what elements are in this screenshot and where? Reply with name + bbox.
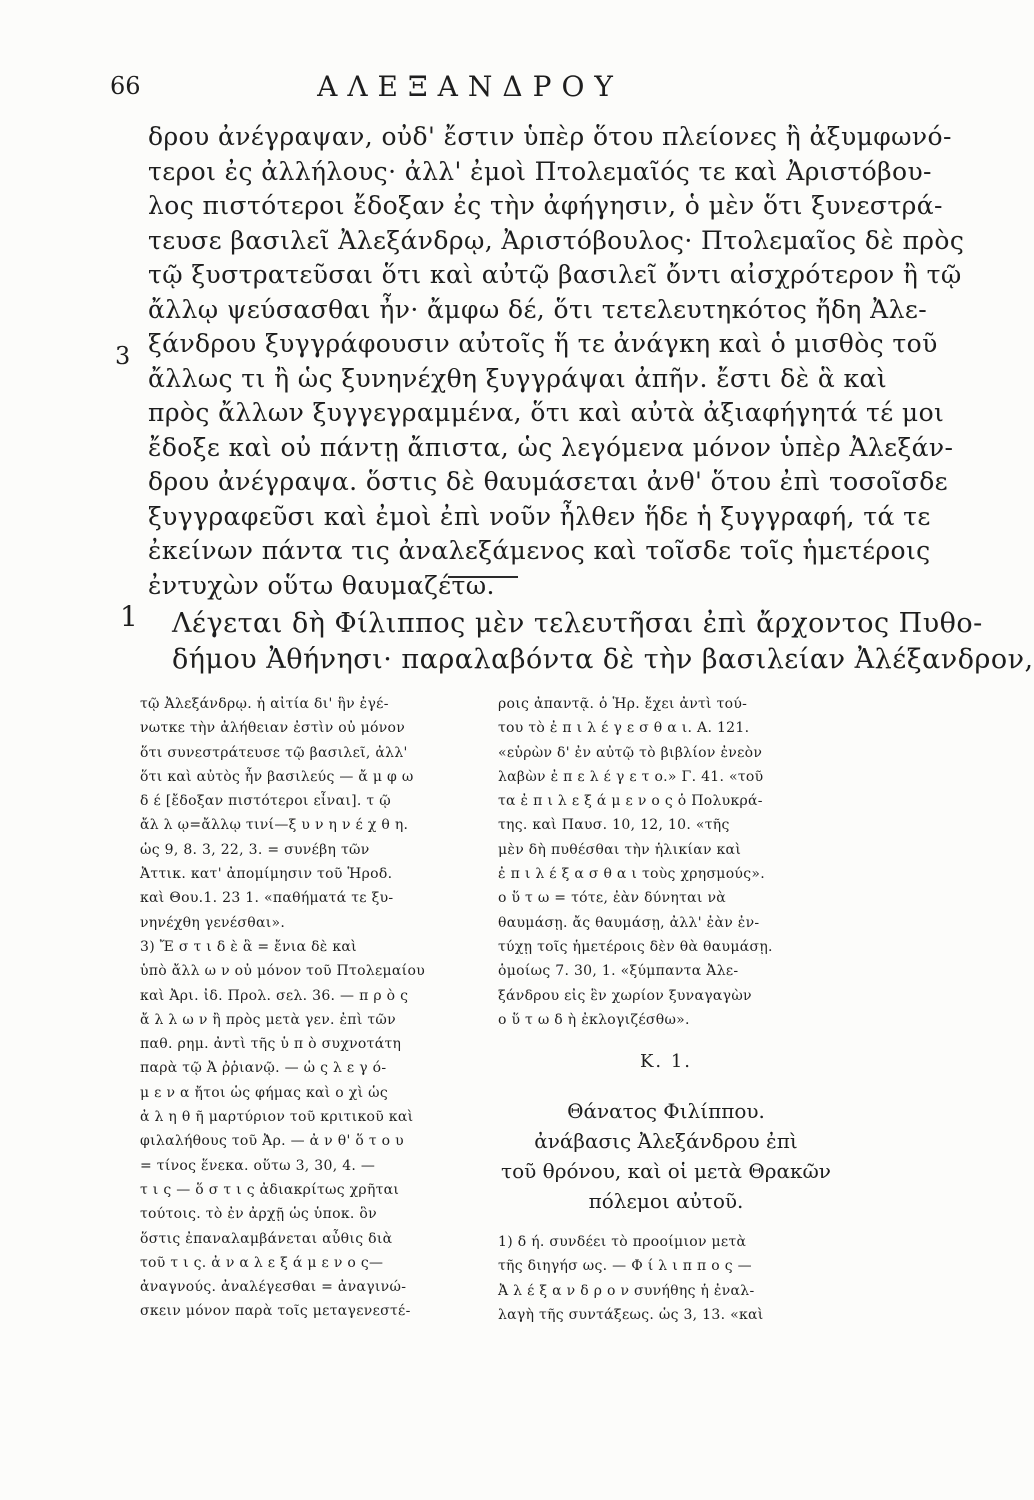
note-line: σκειν μόνον παρὰ τοῖς μεταγενεστέ- xyxy=(140,1303,411,1320)
note-line: = τίνος ἕνεκα. οὕτω 3, 30, 4. — xyxy=(140,1157,376,1174)
note-line: 1) δ ή. συνδέει τὸ προοίμιον μετὰ xyxy=(498,1234,747,1251)
chapter-label: Κ. 1. xyxy=(639,1051,693,1073)
text-line: ἄλλως τι ἢ ὡς ξυνηνέχθη ξυγγράψαι ἀπῆν. ἔστι δὲ ἃ καὶ xyxy=(148,363,888,393)
note-line: ὑπὸ ἄλλ ω ν οὐ μόνον τοῦ Πτολεμαίου xyxy=(140,963,426,980)
note-line: παρὰ τῷ Ἀ ῤῥιανῷ. — ὡ ς λ ε γ ό- xyxy=(140,1060,387,1077)
note-line: «εὑρὼν δ' ἐν αὐτῷ τὸ βιβλίον ἐνεὸν xyxy=(498,744,763,761)
note-line: ο ὕ τ ω = τότε, ἐὰν δύνηται νὰ xyxy=(498,890,727,907)
chapter-opening-text xyxy=(172,606,1034,678)
text-line: δήμου Ἀθήνησι· παραλαβόντα δὲ τὴν βασιλείαν Ἀλέξανδρον, xyxy=(172,644,1034,675)
text-line: δρου ἀνέγραψαν, οὐδ' ἔστιν ὑπὲρ ὅτου πλείονες ἢ ἀξυμφωνό- xyxy=(148,122,952,151)
text-line: δρου ἀνέγραψα. ὅστις δὲ θαυμάσεται ἀνθ' ὅτου ἐπὶ τοσοῖσδε xyxy=(148,467,949,496)
text-line: τῷ ξυστρατεῦσαι ὅτι καὶ αὐτῷ βασιλεῖ ὄντι αἰσχρότερον ἢ τῷ xyxy=(148,260,962,289)
note-line: ἀ λ η θ ῆ μαρτύριον τοῦ κριτικοῦ καὶ xyxy=(140,1109,414,1126)
note-line: καὶ Ἀρι. ἰδ. Προλ. σελ. 36. — π ρ ὸ ς xyxy=(140,987,409,1004)
text-line: ἔδοξε καὶ οὐ πάντῃ ἄπιστα, ὡς λεγόμενα μόνον ὑπὲρ Ἀλεξάν- xyxy=(148,432,954,462)
note-line: μὲν δὴ πυθέσθαι τὴν ἡλικίαν καὶ xyxy=(498,841,742,858)
page-number: 66 xyxy=(110,72,141,100)
note-line: τούτοις. τὸ ἐν ἀρχῇ ὡς ὑποκ. ὃν xyxy=(140,1206,377,1223)
text-line: ξυγγραφεῦσι καὶ ἐμοὶ ἐπὶ νοῦν ἦλθεν ἥδε ἡ ξυγγραφή, τά τε xyxy=(148,501,931,531)
note-line: μ ε ν α ἤτοι ὡς φήμας καὶ ο χὶ ὡς xyxy=(140,1084,388,1101)
running-title: ΑΛΕΞΑΝΔΡΟΥ xyxy=(317,70,623,103)
notes-right-lower xyxy=(498,1230,834,1327)
note-line: λαγὴ τῆς συντάξεως. ὡς 3, 13. «καὶ xyxy=(498,1307,764,1324)
note-line: παθ. ρημ. ἀντὶ τῆς ὑ π ὸ συχνοτάτη xyxy=(140,1036,402,1053)
note-line: ὅτι καὶ αὐτὸς ἦν βασιλεύς — ἄ μ φ ω xyxy=(140,768,414,785)
note-line: ροις ἀπαντᾷ. ὁ Ἡρ. ἔχει ἀντὶ τού- xyxy=(498,696,748,712)
chapter-title-line: τοῦ θρόνου, καὶ οἱ μετὰ Θρακῶν xyxy=(501,1159,831,1184)
note-line: ἀναγνούς. ἀναλέγεσθαι = ἀναγινώ- xyxy=(140,1279,407,1296)
notes-left-column xyxy=(140,692,468,1324)
text-line: τεροι ἐς ἀλλήλους· ἀλλ' ἐμοὶ Πτολεμαῖός τε καὶ Ἀριστόβου- xyxy=(148,156,932,186)
note-line: καὶ Θου.1. 23 1. «παθήματά τε ξυ- xyxy=(140,890,394,907)
note-line: νηνέχθη γενέσθαι». xyxy=(140,914,286,931)
text-line: ἐκείνων πάντα τις ἀναλεξάμενος καὶ τοῖσδε τοῖς ἡμετέροις xyxy=(148,536,931,565)
text-line: ἐντυχὼν οὕτω θαυμαζέτω. xyxy=(148,570,495,600)
chapter-title-line: ἀνάβασις Ἀλεξάνδρου ἐπὶ xyxy=(534,1129,798,1154)
note-line: ἄ λ λ ω ν ἢ πρὸς μετὰ γεν. ἐπὶ τῶν xyxy=(140,1011,396,1028)
note-line: ὅτι συνεστράτευσε τῷ βασιλεῖ, ἀλλ' xyxy=(140,744,408,761)
note-line: θαυμάσῃ. ἄς θαυμάσῃ, ἀλλ' ἐὰν ἐν- xyxy=(498,914,760,931)
note-line: ὁμοίως 7. 30, 1. «ξύμπαντα Ἀλε- xyxy=(498,963,739,980)
notes-right-column xyxy=(498,692,834,1327)
note-line: του τὸ ἐ π ι λ έ γ ε σ θ α ι. Α. 121. xyxy=(498,720,750,737)
note-line: της. καὶ Παυσ. 10, 12, 10. «τῆς xyxy=(498,817,730,834)
main-greek-text xyxy=(148,120,965,603)
note-line: ὅστις ἐπαναλαμβάνεται αὖθις διὰ xyxy=(140,1230,393,1247)
note-line: ο ὕ τ ω δ ὴ ἐκλογιζέσθω». xyxy=(498,1011,690,1028)
page-header xyxy=(110,66,830,106)
note-line: ἄλ λ ῳ=ἄλλῳ τινί—ξ υ ν η ν έ χ θ η. xyxy=(140,817,409,834)
text-line: λος πιστότεροι ἔδοξαν ἐς τὴν ἀφήγησιν, ὁ μὲν ὅτι ξυνεστρά- xyxy=(148,191,943,220)
note-line: τῆς διηγήσ ως. — Φ ί λ ι π π ο ς — xyxy=(498,1258,752,1275)
note-line: λαβὼν ἐ π ε λ έ γ ε τ ο.» Γ. 41. «τοῦ xyxy=(498,768,764,785)
section-divider xyxy=(448,576,518,578)
note-line: νωτκε τὴν ἀλήθειαν ἐστὶν οὐ μόνον xyxy=(140,720,406,737)
chapter-title-line: πόλεμοι αὐτοῦ. xyxy=(588,1189,744,1214)
note-line: τύχῃ τοῖς ἡμετέροις δὲν θὰ θαυμάσῃ. xyxy=(498,938,773,955)
note-line: φιλαλήθους τοῦ Ἀρ. — ἀ ν θ' ὅ τ ο υ xyxy=(140,1133,404,1150)
note-line: ἐ π ι λ έ ξ α σ θ α ι τοὺς χρησμούς». xyxy=(498,866,766,883)
note-line: τ ι ς — ὅ σ τ ι ς ἀδιακρίτως χρῆται xyxy=(140,1181,400,1198)
note-line: τοῦ τ ι ς. ἀ ν α λ ε ξ ά μ ε ν ο ς— xyxy=(140,1254,384,1271)
text-line: ξάνδρου ξυγγράφουσιν αὐτοῖς ἥ τε ἀνάγκη καὶ ὁ μισθὸς τοῦ xyxy=(148,329,938,358)
note-line: ὡς 9, 8. 3, 22, 3. = συνέβη τῶν xyxy=(140,841,370,858)
note-line: 3) Ἔ σ τ ι δ ὲ ἃ = ἔνια δὲ καὶ xyxy=(140,938,357,955)
text-line: πρὸς ἄλλων ξυγγεγραμμένα, ὅτι καὶ αὐτὰ ἀξιαφήγητά τέ μοι xyxy=(148,398,945,427)
chapter-title-line: Θάνατος Φιλίππου. xyxy=(567,1099,765,1124)
text-line: τευσε βασιλεῖ Ἀλεξάνδρῳ, Ἀριστόβουλος· Πτολεμαῖος δὲ πρὸς xyxy=(148,225,965,255)
note-line: τῷ Ἀλεξάνδρῳ. ἡ αἰτία δι' ἣν ἐγέ- xyxy=(140,696,389,712)
note-line: Ἀ λ έ ξ α ν δ ρ ο ν συνήθης ἡ ἐναλ- xyxy=(498,1282,755,1299)
text-line: Λέγεται δὴ Φίλιππος μὲν τελευτῆσαι ἐπὶ ἄρχοντος Πυθο- xyxy=(172,608,983,639)
text-line: ἄλλῳ ψεύσασθαι ἦν· ἄμφω δέ, ὅτι τετελευτηκότος ἤδη Ἀλε- xyxy=(148,294,928,324)
note-line: τα ἐ π ι λ ε ξ ά μ ε ν ο ς ὁ Πολυκρά- xyxy=(498,793,763,810)
note-line: Ἀττικ. κατ' ἀπομίμησιν τοῦ Ἡροδ. xyxy=(140,866,393,883)
section-number-1: 1 xyxy=(120,600,138,633)
section-number-3: 3 xyxy=(115,342,131,370)
note-line: ξάνδρου εἰς ἓν χωρίον ξυναγαγὼν xyxy=(498,987,752,1004)
note-line: δ έ [ἔδοξαν πιστότεροι εἶναι]. τ ῷ xyxy=(140,793,391,810)
